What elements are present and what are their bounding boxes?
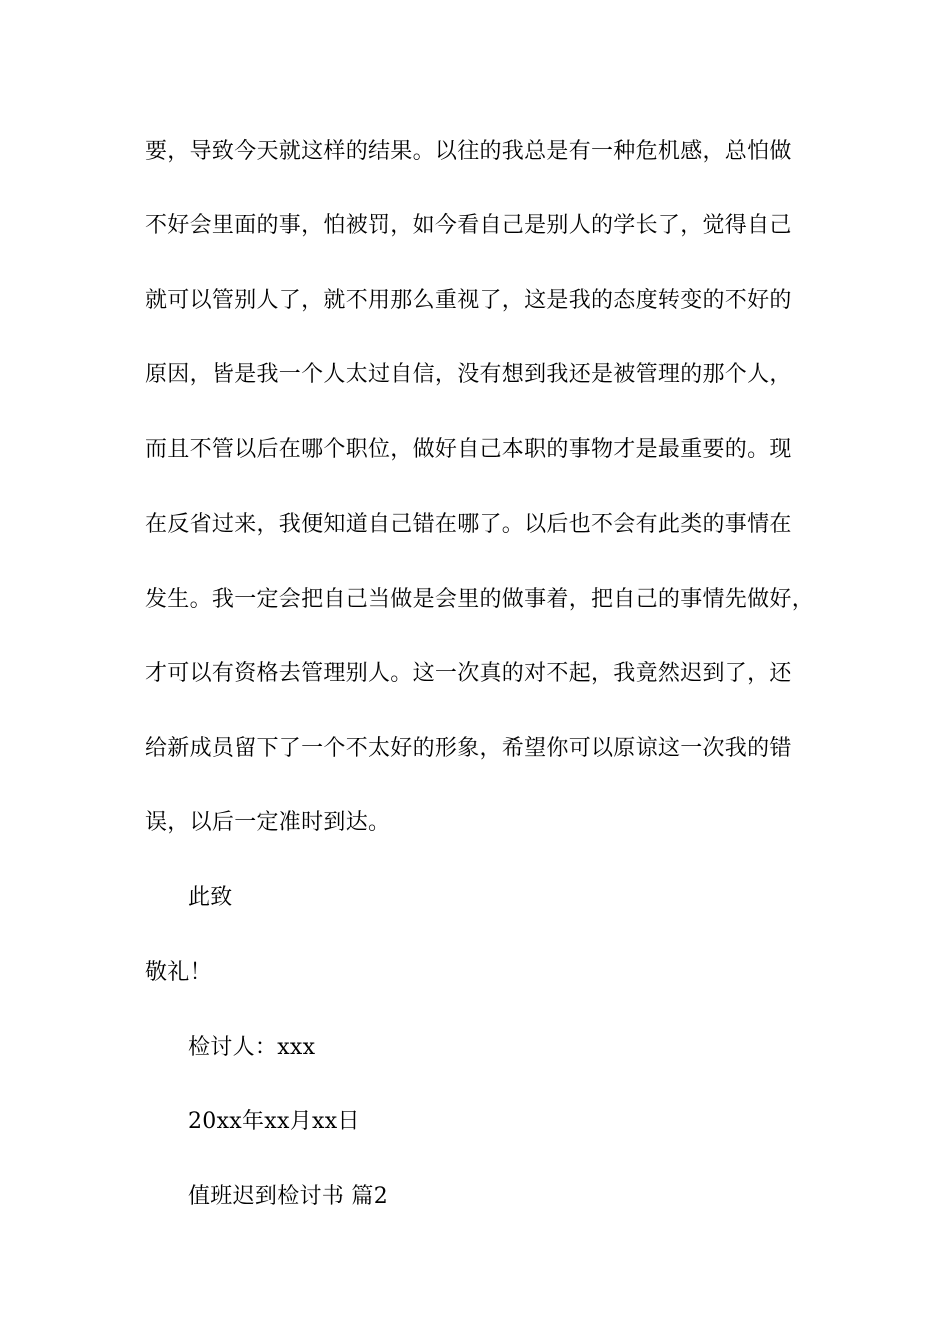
signature-line: 检讨人：xxx bbox=[188, 1035, 316, 1060]
salute-text: 敬礼！ bbox=[145, 960, 212, 985]
body-line-3: 就可以管别人了，就不用那么重视了，这是我的态度转变的不好的 bbox=[145, 288, 792, 313]
body-line-7: 发生。我一定会把自己当做是会里的做事着，把自己的事情先做好， bbox=[145, 587, 815, 612]
body-line-5: 而且不管以后在哪个职位，做好自己本职的事物才是最重要的。现 bbox=[145, 437, 792, 462]
body-line-4: 原因，皆是我一个人太过自信，没有想到我还是被管理的那个人， bbox=[145, 362, 792, 387]
body-line-9: 给新成员留下了一个不太好的形象，希望你可以原谅这一次我的错 bbox=[145, 736, 792, 761]
body-line-2: 不好会里面的事，怕被罚，如今看自己是别人的学长了，觉得自己 bbox=[145, 213, 792, 238]
body-line-8: 才可以有资格去管理别人。这一次真的对不起，我竟然迟到了，还 bbox=[145, 661, 792, 686]
body-line-6: 在反省过来，我便知道自己错在哪了。以后也不会有此类的事情在 bbox=[145, 512, 792, 537]
closing-text: 此致 bbox=[188, 885, 233, 910]
body-line-10: 误，以后一定准时到达。 bbox=[145, 810, 391, 835]
next-section-title: 值班迟到检讨书 篇2 bbox=[188, 1184, 388, 1209]
body-line-1: 要，导致今天就这样的结果。以往的我总是有一种危机感，总怕做 bbox=[145, 139, 792, 164]
date-line: 20xx年xx月xx日 bbox=[188, 1109, 360, 1134]
